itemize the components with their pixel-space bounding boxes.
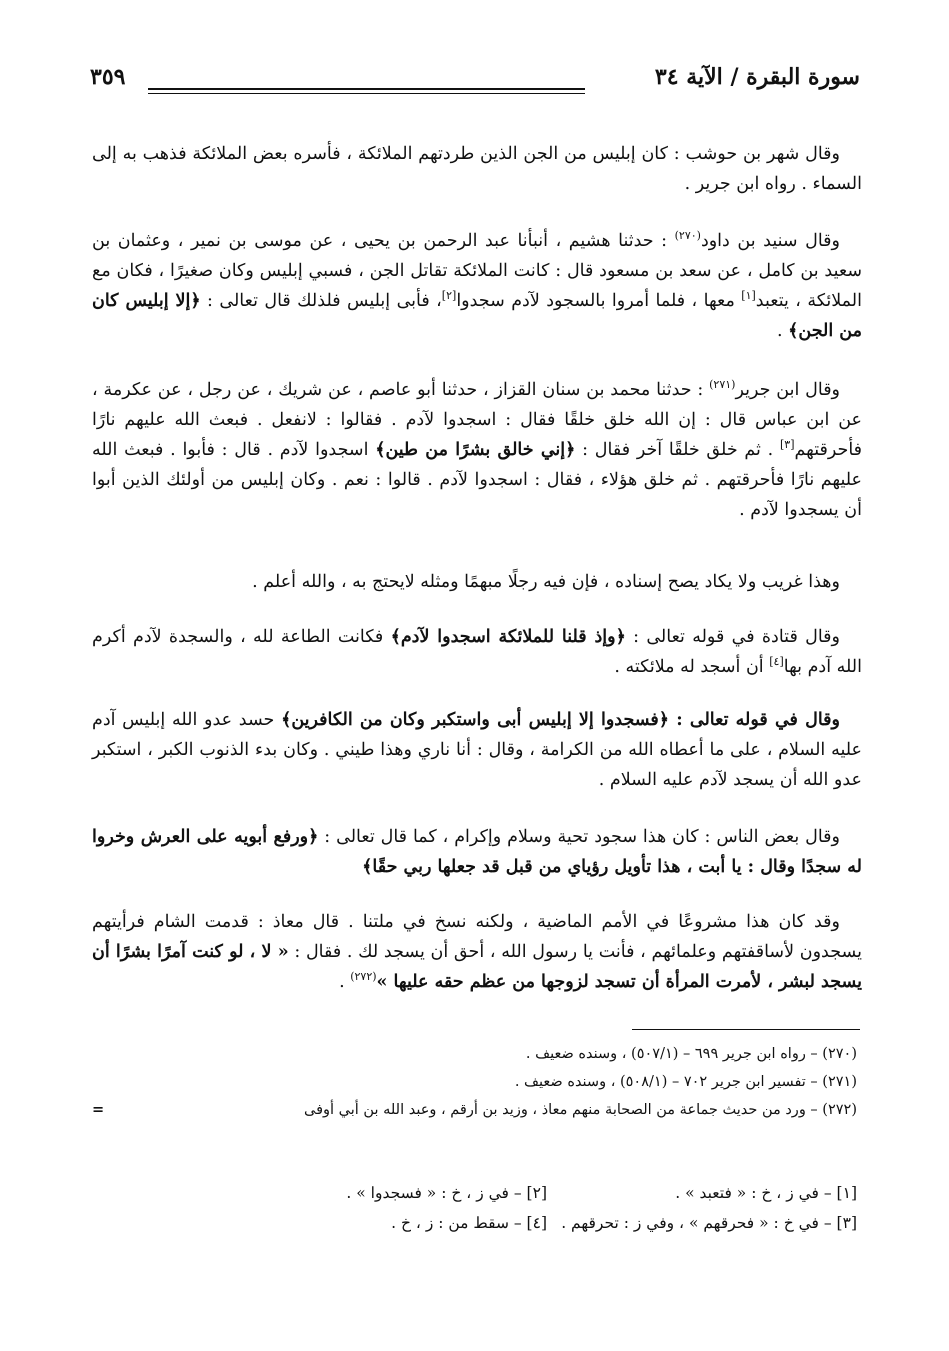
footnote-272-text: (٢٧٢) – ورد من حديث جماعة من الصحابة منهم معاذ ، وزيد بن أرقم ، وعبد الله بن أبي أوفى (304, 1102, 857, 1118)
quran-quote-2: ﴿إني خالق بشرًا من طين﴾ (375, 440, 576, 460)
continuation-mark: = (92, 1101, 105, 1118)
quran-quote-3: ﴿وإذ قلنا للملائكة اسجدوا لآدم﴾ (390, 627, 626, 647)
paragraph-2-text-b: : حدثنا هشيم ، أنبأنا عبد الرحمن بن يحيى ، عن موسى بن نمير ، وعثمان بن سعيد بن كامل ، عن سعد بن مسعود قال : كانت الملائكة تقاتل الجن ، فسبي إبليس وكان صغيرًا ، فكان مع الملائكة ، يتعبد (92, 231, 862, 311)
paragraph-8-text-a: وقد كان هذا مشروعًا في الأمم الماضية ، ولكنه نسخ في ملتنا . قال معاذ : قدمت الشام فرأيتهم يسجدون لأساقفتهم وعلمائهم ، فأنت يا رسول الله ، أحق أن يسجد لك . فقال : (92, 912, 862, 962)
paragraph-7-text-a: وقال بعض الناس : كان هذا سجود تحية وسلام وإكرام ، كما قال تعالى : (318, 827, 840, 847)
running-title: سورة البقرة / الآية ٣٤ (654, 64, 860, 90)
paragraph-4 (92, 567, 862, 597)
quran-quote-4: ﴿فسجدوا إلا إبليس أبى واستكبر وكان من الكافرين﴾ (281, 710, 669, 730)
footnote-ref-272[interactable]: (٢٧٢) (350, 970, 377, 984)
header-rule (148, 88, 585, 90)
paragraph-5 (92, 622, 862, 682)
footnote-separator (632, 1029, 860, 1030)
paragraph-8 (92, 907, 862, 997)
paragraph-3-text-c: . ثم خلق خلقًا آخر فقال : (575, 440, 780, 460)
footnote-ref-271[interactable]: (٢٧١) (709, 378, 736, 392)
hadith-quote: « لا ، لو كنت آمرًا بشرًا أن يسجد لبشر ، لأمرت المرأة أن تسجد لزوجها من عظم حقه عليها » (92, 942, 862, 992)
paragraph-5-text-a: وقال قتادة في قوله تعالى : (625, 627, 840, 647)
page-header (90, 64, 860, 104)
paragraph-3-text-b: : حدثنا محمد بن سنان القزاز ، حدثنا أبو عاصم ، عن شريك ، عن رجل ، عن عكرمة ، عن ابن عباس قال : إن الله خلق خلقًا فقال : اسجدوا لآدم . فقالوا : لانفعل . فبعث الله عليهم نارًا فأحرقتهم (92, 380, 863, 460)
paragraph-6 (92, 705, 862, 795)
variant-row (240, 1208, 857, 1238)
paragraph-3-text-d: اسجدوا لآدم . قال : فأبوا . فبعث الله عليهم نارًا فأحرقتهم . ثم خلق هؤلاء ، فقال : اسجدوا لآدم . قالوا : نعم . وكان إبليس من أولئك الذين أبوا أن يسجدوا لآدم . (92, 440, 862, 520)
variant-row (240, 1178, 857, 1208)
footnote-270: (٢٧٠) – رواه ابن جرير ٦٩٩ – (٥٠٧/١) ، وسنده ضعيف . (525, 1046, 857, 1062)
header-rule-thin (148, 93, 585, 94)
quran-quote-5: ﴿ورفع أبويه على العرش وخروا له سجدًا وقال : يا أبت ، هذا تأويل رؤياي من قبل قد جعلها ربي حقًا﴾ (92, 827, 862, 877)
paragraph-4-text: وهذا غريب ولا يكاد يصح إسناده ، فإن فيه رجلًا مبهمًا ومثله لايحتج به ، والله أعلم . (252, 572, 840, 592)
paragraph-2-end: . (777, 321, 789, 341)
paragraph-3 (92, 375, 862, 525)
paragraph-7 (92, 822, 862, 882)
footnotes (92, 1040, 857, 1124)
variant-1: [١] – في ز ، خ : « فتعبد » . (675, 1184, 857, 1202)
paragraph-1-text: وقال شهر بن حوشب : كان إبليس من الجن الذين طردتهم الملائكة ، فأسره بعض الملائكة فذهب به إلى السماء . رواه ابن جرير . (92, 144, 862, 194)
variant-4: [٤] – سقط من : ز ، خ . (391, 1214, 547, 1232)
variant-ref-4[interactable]: [٤] (769, 655, 784, 669)
paragraph-6-text-b: حسد عدو الله إبليس آدم عليه السلام ، على ما أعطاه الله من الكرامة ، وقال : أنا ناري وهذا طيني . وكان بدء الذنوب الكبر ، استكبر عدو الله أن يسجد لآدم عليه السلام . (92, 710, 862, 790)
paragraph-1 (92, 139, 862, 199)
variant-ref-1[interactable]: [١] (741, 289, 756, 303)
paragraph-2 (92, 226, 862, 346)
paragraph-3-text-a: وقال ابن جرير (735, 380, 841, 400)
quran-quote-1: ﴿إلا إبليس كان من الجن﴾ (92, 291, 862, 341)
variant-ref-2[interactable]: [٢] (441, 289, 457, 303)
paragraph-5-text-b: فكانت الطاعة لله ، والسجدة لآدم أكرم الله آدم بها (92, 627, 862, 677)
paragraph-2-text-a: وقال سنيد بن داود (700, 231, 840, 251)
footnote-272 (92, 1096, 857, 1124)
paragraph-5-text-c: أن أسجد له ملائكته . (614, 657, 770, 677)
manuscript-variants (240, 1178, 857, 1238)
variant-ref-3[interactable]: [٣] (779, 438, 795, 452)
paragraph-2-text-d: ، فأبى إبليس فلذلك قال تعالى : (200, 291, 442, 311)
footnote-271: (٢٧١) – تفسير ابن جرير ٧٠٢ – (٥٠٨/١) ، وسنده ضعيف . (514, 1074, 857, 1090)
paragraph-8-end: . (339, 972, 351, 992)
paragraph-2-text-c: معها ، فلما أمروا بالسجود لآدم سجدوا (456, 291, 742, 311)
variant-2: [٢] – في ز ، خ : « فسجدوا » . (346, 1184, 547, 1202)
page-number: ٣٥٩ (90, 64, 126, 90)
paragraph-6-text-a: وقال في قوله تعالى : (669, 710, 840, 730)
variant-3: [٣] – في خ : « فحرقهم » ، وفي ز : تحرقهم . (561, 1214, 857, 1232)
footnote-ref-270[interactable]: (٢٧٠) (674, 229, 701, 243)
